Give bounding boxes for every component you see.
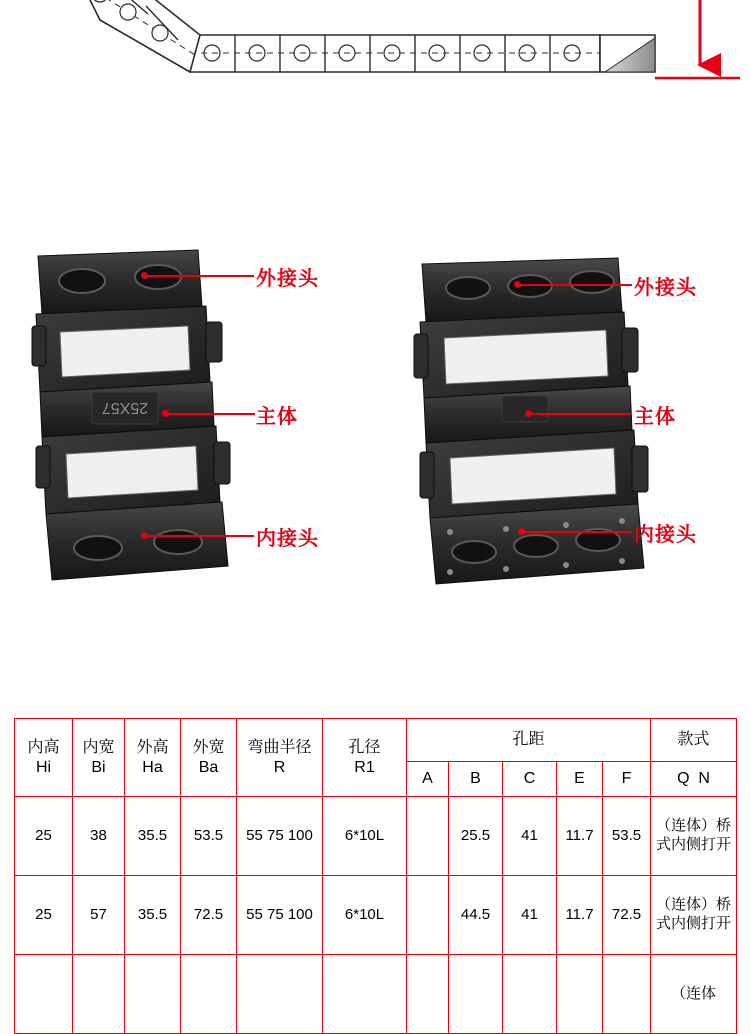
cell-ha: 35.5 bbox=[125, 876, 181, 955]
callout-label-outer-left: 外接头 bbox=[256, 268, 319, 290]
col-header-qn bbox=[651, 762, 737, 797]
inner-connector-part bbox=[46, 502, 228, 580]
chain-links-straight bbox=[190, 35, 600, 72]
col-header-bi-sub: Bi bbox=[91, 758, 106, 776]
cell-a bbox=[407, 955, 449, 1034]
main-body-lower-link bbox=[420, 430, 648, 518]
col-header-r-label: 弯曲半径 bbox=[247, 738, 312, 756]
chain-travel-diagram bbox=[0, 0, 750, 130]
cell-a bbox=[407, 876, 449, 955]
table-row bbox=[15, 876, 737, 955]
col-header-hi bbox=[15, 719, 73, 797]
callout-label-inner-left: 内接头 bbox=[256, 528, 319, 550]
col-header-ha-sub: Ha bbox=[142, 758, 163, 776]
callout-line-outer-right bbox=[517, 284, 632, 286]
cell-style: （连体）桥式内侧打开 bbox=[651, 876, 737, 955]
inner-connector-part bbox=[430, 504, 644, 584]
cell-c: 41 bbox=[503, 797, 557, 876]
cell-e bbox=[557, 955, 603, 1034]
col-header-hi-sub: Hi bbox=[35, 758, 52, 776]
cell-r1: 6*10L bbox=[323, 876, 407, 955]
cell-f bbox=[603, 955, 651, 1034]
chain-links-curved bbox=[75, 0, 200, 72]
chain-photo-left bbox=[30, 240, 340, 605]
cell-bi: 57 bbox=[73, 876, 125, 955]
cell-bi: 38 bbox=[73, 797, 125, 876]
cell-hi: 25 bbox=[15, 876, 73, 955]
callout-line-outer-left bbox=[144, 275, 254, 277]
cell-ha: 35.5 bbox=[125, 797, 181, 876]
callout-label-body-left: 主体 bbox=[256, 406, 298, 428]
col-header-style: 款式 bbox=[651, 719, 737, 762]
callout-line-inner-right bbox=[521, 531, 632, 533]
cell-a bbox=[407, 797, 449, 876]
cell-ba: 53.5 bbox=[181, 797, 237, 876]
col-header-f: F bbox=[603, 762, 651, 797]
cell-ba bbox=[181, 955, 237, 1034]
callout-line-body-right bbox=[528, 413, 632, 415]
callout-label-inner-right: 内接头 bbox=[634, 524, 697, 546]
col-header-ba-sub: Ba bbox=[198, 758, 219, 776]
col-header-hole-pitch: 孔距 bbox=[407, 719, 651, 762]
col-header-n: N bbox=[698, 770, 710, 787]
cell-b bbox=[449, 955, 503, 1034]
callout-label-outer-right: 外接头 bbox=[634, 277, 697, 299]
callout-line-body-left bbox=[165, 413, 255, 415]
cell-f: 53.5 bbox=[603, 797, 651, 876]
callout-line-inner-left bbox=[144, 535, 254, 537]
spec-table-container bbox=[14, 718, 736, 1034]
table-header-row-1 bbox=[15, 719, 737, 762]
cell-e: 11.7 bbox=[557, 797, 603, 876]
col-header-e: E bbox=[557, 762, 603, 797]
body-model-text: 25X57 bbox=[101, 399, 149, 416]
cell-style: （连体 bbox=[651, 955, 737, 1034]
cell-b: 44.5 bbox=[449, 876, 503, 955]
table-row bbox=[15, 955, 737, 1034]
spec-table bbox=[14, 718, 737, 1034]
col-header-ha bbox=[125, 719, 181, 797]
col-header-r1 bbox=[323, 719, 407, 797]
col-header-q: Q bbox=[677, 770, 690, 787]
chain-photo-right bbox=[410, 240, 710, 605]
cell-r1 bbox=[323, 955, 407, 1034]
cell-bi bbox=[73, 955, 125, 1034]
main-body-lower-link bbox=[36, 426, 230, 514]
chain-end-tip bbox=[600, 35, 655, 72]
col-header-r1-sub: R1 bbox=[354, 758, 375, 776]
travel-arrow bbox=[655, 0, 740, 78]
col-header-r bbox=[237, 719, 323, 797]
col-header-c: C bbox=[503, 762, 557, 797]
col-header-b: B bbox=[449, 762, 503, 797]
col-header-hi-label: 内高 bbox=[27, 738, 60, 756]
col-header-r-sub: R bbox=[273, 758, 286, 776]
col-header-ba-label: 外宽 bbox=[192, 738, 225, 756]
cell-r: 55 75 100 bbox=[237, 876, 323, 955]
cell-e: 11.7 bbox=[557, 876, 603, 955]
col-header-r1-label: 孔径 bbox=[348, 738, 381, 756]
chain-travel-svg bbox=[0, 0, 750, 130]
col-header-ha-label: 外高 bbox=[136, 738, 169, 756]
cell-ha bbox=[125, 955, 181, 1034]
cell-b: 25.5 bbox=[449, 797, 503, 876]
col-header-bi-label: 内宽 bbox=[82, 738, 115, 756]
cell-r1: 6*10L bbox=[323, 797, 407, 876]
outer-connector-part bbox=[38, 250, 202, 314]
col-header-a: A bbox=[407, 762, 449, 797]
main-body-upper-link bbox=[32, 306, 222, 392]
col-header-ba bbox=[181, 719, 237, 797]
cell-r bbox=[237, 955, 323, 1034]
cell-f: 72.5 bbox=[603, 876, 651, 955]
product-photos bbox=[0, 240, 750, 620]
cell-c bbox=[503, 955, 557, 1034]
cell-c: 41 bbox=[503, 876, 557, 955]
outer-connector-part bbox=[422, 258, 622, 322]
table-row bbox=[15, 797, 737, 876]
cell-hi: 25 bbox=[15, 797, 73, 876]
cell-hi bbox=[15, 955, 73, 1034]
cell-ba: 72.5 bbox=[181, 876, 237, 955]
callout-label-body-right: 主体 bbox=[634, 406, 676, 428]
main-body-upper-link bbox=[414, 312, 638, 398]
cell-style: （连体）桥式内侧打开 bbox=[651, 797, 737, 876]
cell-r: 55 75 100 bbox=[237, 797, 323, 876]
col-header-bi bbox=[73, 719, 125, 797]
